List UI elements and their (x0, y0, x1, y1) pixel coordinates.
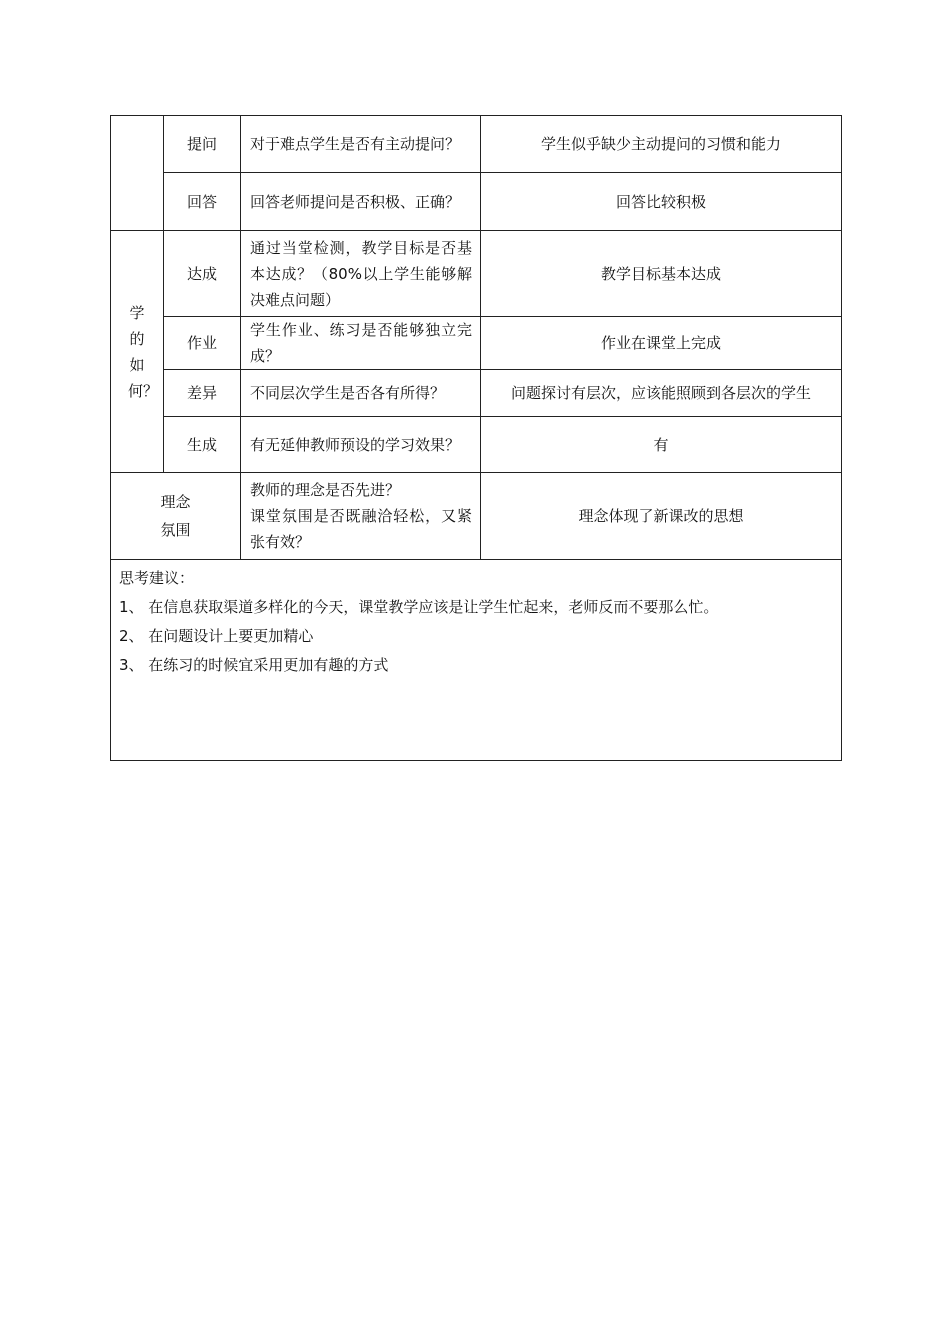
table-row (111, 473, 842, 560)
label-line-concept: 理念 (160, 493, 191, 511)
answer-cell: 理念体现了新课改的思想 (481, 473, 842, 560)
question-cell: 通过当堂检测，教学目标是否基本达成？（80%以上学生能够解决难点问题） (241, 231, 481, 317)
sub-item-label: 达成 (164, 231, 241, 317)
sub-item-label: 回答 (164, 173, 241, 231)
notes-item: 2、 在问题设计上要更加精心 (119, 627, 314, 645)
table-row (111, 370, 842, 417)
answer-cell: 作业在课堂上完成 (481, 317, 842, 370)
table-row (111, 231, 842, 317)
sub-item-label: 生成 (164, 417, 241, 473)
group-cell-learning (111, 231, 164, 473)
sub-item-label: 作业 (164, 317, 241, 370)
sub-item-label: 差异 (164, 370, 241, 417)
sub-item-label: 提问 (164, 116, 241, 173)
answer-cell: 问题探讨有层次，应该能照顾到各层次的学生 (481, 370, 842, 417)
notes-cell (111, 560, 842, 761)
group-label: 学的如何？ (128, 303, 159, 400)
question-cell: 对于难点学生是否有主动提问？ (241, 116, 481, 173)
table-row (111, 173, 842, 231)
concept-atmosphere-label (111, 473, 241, 560)
label-line-atmosphere: 氛围 (160, 521, 191, 539)
answer-cell: 教学目标基本达成 (481, 231, 842, 317)
notes-title: 思考建议： (119, 569, 195, 587)
answer-cell: 学生似乎缺少主动提问的习惯和能力 (481, 116, 842, 173)
notes-item: 1、 在信息获取渠道多样化的今天，课堂教学应该是让学生忙起来，老师反而不要那么忙。 (119, 598, 719, 616)
table-row (111, 317, 842, 370)
answer-cell: 有 (481, 417, 842, 473)
question-cell (241, 473, 481, 560)
question-cell: 有无延伸教师预设的学习效果？ (241, 417, 481, 473)
question-cell: 学生作业、练习是否能够独立完成？ (241, 317, 481, 370)
group-cell-empty (111, 116, 164, 231)
table-row (111, 116, 842, 173)
question-line: 教师的理念是否先进？ (250, 481, 401, 499)
table-row (111, 417, 842, 473)
question-line: 课堂氛围是否既融洽轻松，又紧张有效？ (250, 507, 472, 551)
answer-cell: 回答比较积极 (481, 173, 842, 231)
notes-row (111, 560, 842, 761)
question-cell: 回答老师提问是否积极、正确？ (241, 173, 481, 231)
evaluation-table (110, 115, 842, 761)
notes-item: 3、 在练习的时候宜采用更加有趣的方式 (119, 656, 389, 674)
question-cell: 不同层次学生是否各有所得？ (241, 370, 481, 417)
